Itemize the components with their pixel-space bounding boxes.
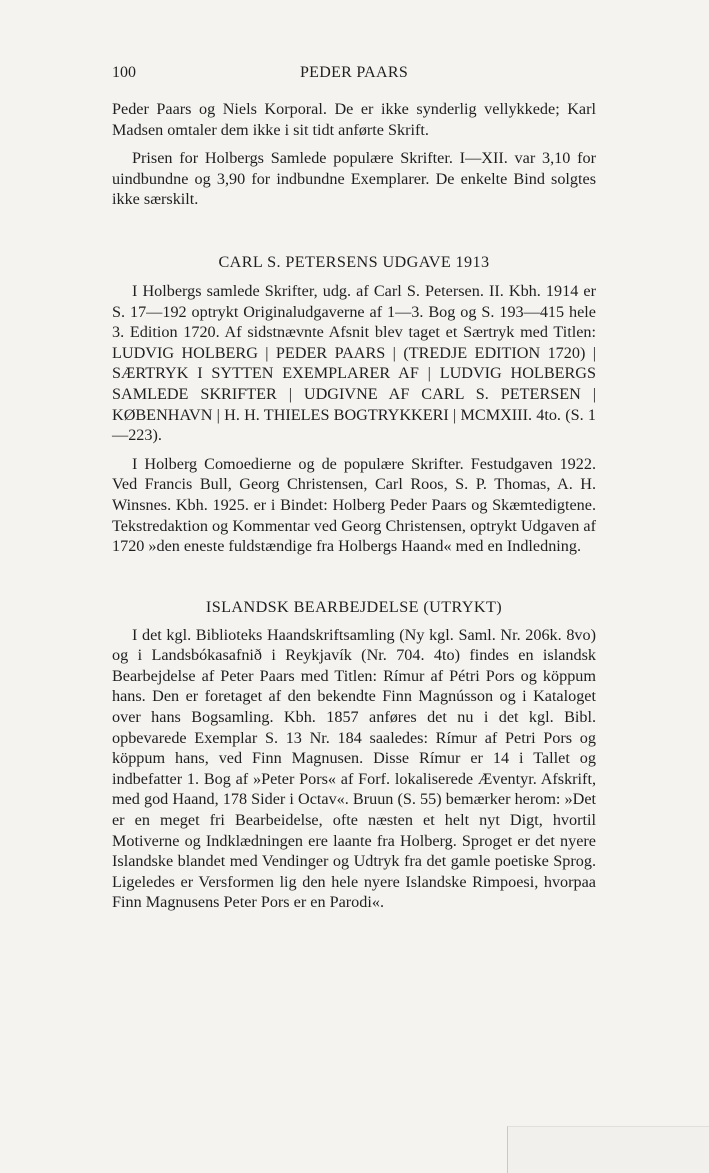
section-heading-islandsk: ISLANDSK BEARBEJDELSE (UTRYKT) [205, 597, 503, 616]
paragraph-festudgaven: I Holberg Comoedierne og de populære Skrifter. Festudgaven 1922. Ved Francis Bull, Georg Christensen, Carl Roos, S. P. Thomas, A. H. Winsnes. Kbh. 1925. er i Bindet: Holberg Peder Paars og Skæmtedigtene. Tekstredaktion og Kommentar ved Georg Christensen, optrykt Udgaven af 1720 »den eneste fuldstændige fra Holbergs Haand« med en Indledning. [112, 454, 596, 556]
paragraph-continuation: Peder Paars og Niels Korporal. De er ikke synderlig vellykkede; Karl Madsen omtaler dem ikke i sit tidt anførte Skrift. [112, 100, 596, 139]
paragraph-islandsk-bearbejdelse: I det kgl. Biblioteks Haandskriftsamling (Ny kgl. Saml. Nr. 206k. 8vo) og i Landsbókasafnið i Reykjavík (Nr. 704. 4to) findes en islandsk Bearbejdelse af Peter Paars med Titlen: Rímur af Pétri Pors og köppum hans. Den er foretaget af den bekendte Finn Magnússon og i Kataloget over hans Bogsamling. Kbh. 1857 anføres det nu i det kgl. Bibl. opbevarede Exemplar S. 13 Nr. 184 saaledes: Rímur af Petri Pors og köppum hans, ved Finn Magnusen. Disse Rímur er 14 i Tallet og indbefatter 1. Bog af »Peter Pors« af Forf. lokaliserede Æventyr. Afskrift, med god Haand, 178 Sider i Octav«. Bruun (S. 55) bemærker herom: »Det er en meget fri Bearbeidelse, ofte næsten et helt nyt Digt, hvortil Motiverne og Indklædningen ere laante fra Holberg. Sproget er det nyere Islandske blandet med Vendinger og Udtryk fra det gamle poetiske Sprog. Ligeledes er Versformen lig den hele nyere Islandske Rimpoesi, hvorpaa Finn Magnusens Peter Pors er en Parodi«. [112, 625, 596, 912]
paragraph-prices: Prisen for Holbergs Samlede populære Skrifter. I—XII. var 3,10 for uindbundne og 3,90 for indbundne Exemplarer. De enkelte Bind solgtes ikke særskilt. [112, 149, 596, 209]
running-head [112, 60, 596, 86]
page-corner-shadow [507, 1126, 709, 1173]
body-text [112, 99, 596, 913]
paragraph-samlede-skrifter: I Holbergs samlede Skrifter, udg. af Carl S. Petersen. II. Kbh. 1914 er S. 17—192 optrykt Originaludgaverne af 1—3. Bog og S. 193—415 hele 3. Edition 1720. Af sidstnævnte Afsnit blev taget et Særtryk med Titlen: LUDVIG HOLBERG | PEDER PAARS | (TREDJE EDITION 1720) | SÆRTRYK I SYTTEN EXEMPLARER AF | LUDVIG HOLBERGS SAMLEDE SKRIFTER | UDGIVNE AF CARL S. PETERSEN | KØBENHAVN | H. H. THIELES BOGTRYKKERI | MCMXIII. 4to. (S. 1—223). [112, 281, 596, 445]
running-title: PEDER PAARS [299, 64, 409, 81]
section-heading-carl-petersen: CARL S. PETERSENS UDGAVE 1913 [218, 252, 490, 271]
page-number: 100 [112, 64, 136, 81]
